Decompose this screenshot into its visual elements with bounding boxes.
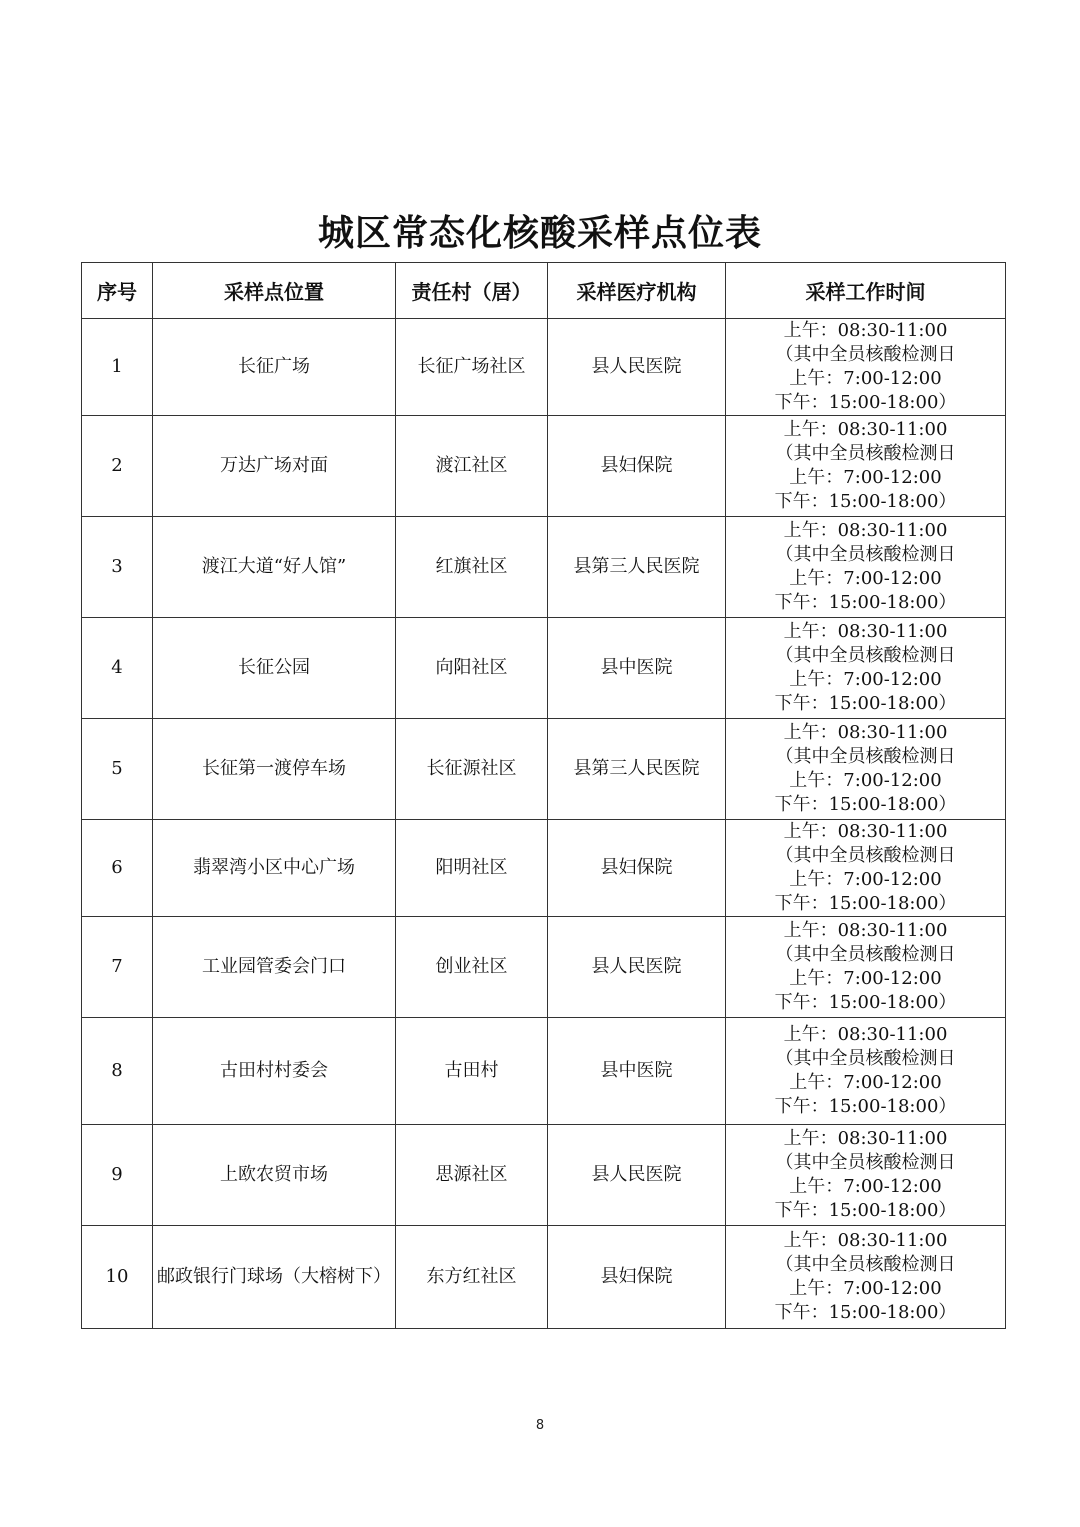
page-title: 城区常态化核酸采样点位表 [317, 213, 762, 254]
time-line: 上午：7:00-12:00 [789, 669, 942, 690]
institution-cell: 县第三人民医院 [548, 517, 726, 618]
seq-cell: 10 [82, 1226, 153, 1329]
time-cell [726, 917, 1006, 1018]
institution-cell: 县中医院 [548, 1018, 726, 1125]
seq-cell: 7 [82, 917, 153, 1018]
table-body [82, 319, 1006, 1329]
time-line: 上午：7:00-12:00 [789, 1176, 942, 1197]
time-line: 上午：08:30-11:00 [783, 621, 948, 642]
time-line: 上午：08:30-11:00 [783, 419, 948, 440]
village-cell: 红旗社区 [396, 517, 548, 618]
seq-cell: 5 [82, 719, 153, 820]
time-line: 上午：7:00-12:00 [789, 368, 942, 389]
time-line: 下午：15:00-18:00） [774, 392, 957, 413]
time-line: （其中全员核酸检测日 [775, 344, 956, 365]
time-line: 上午：7:00-12:00 [789, 869, 942, 890]
time-line: 下午：15:00-18:00） [774, 794, 957, 815]
time-line: 上午：7:00-12:00 [789, 968, 942, 989]
time-line: 上午：7:00-12:00 [789, 467, 942, 488]
table-row [82, 1125, 1006, 1226]
time-line: 下午：15:00-18:00） [774, 893, 957, 914]
table-row [82, 719, 1006, 820]
time-line: （其中全员核酸检测日 [775, 1254, 956, 1275]
location-cell: 邮政银行门球场（大榕树下） [153, 1226, 396, 1329]
time-cell [726, 517, 1006, 618]
page-number: 8 [535, 1418, 545, 1433]
institution-cell: 县妇保院 [548, 416, 726, 517]
village-cell: 长征源社区 [396, 719, 548, 820]
village-cell: 向阳社区 [396, 618, 548, 719]
location-cell: 长征第一渡停车场 [153, 719, 396, 820]
seq-cell: 2 [82, 416, 153, 517]
institution-cell: 县人民医院 [548, 917, 726, 1018]
header-institution: 采样医疗机构 [548, 263, 726, 319]
time-line: 上午：08:30-11:00 [783, 1128, 948, 1149]
seq-cell: 1 [82, 319, 153, 416]
table-row [82, 416, 1006, 517]
time-line: 上午：08:30-11:00 [783, 821, 948, 842]
location-cell: 翡翠湾小区中心广场 [153, 820, 396, 917]
table-row [82, 319, 1006, 416]
time-line: 下午：15:00-18:00） [774, 1200, 957, 1221]
location-cell: 万达广场对面 [153, 416, 396, 517]
table-row [82, 517, 1006, 618]
time-line: （其中全员核酸检测日 [775, 944, 956, 965]
location-cell: 渡江大道“好人馆” [153, 517, 396, 618]
table-header-row [82, 263, 1006, 319]
institution-cell: 县人民医院 [548, 1125, 726, 1226]
village-cell: 渡江社区 [396, 416, 548, 517]
time-line: 上午：08:30-11:00 [783, 722, 948, 743]
time-line: 上午：7:00-12:00 [789, 568, 942, 589]
time-line: 下午：15:00-18:00） [774, 592, 957, 613]
institution-cell: 县第三人民医院 [548, 719, 726, 820]
institution-cell: 县妇保院 [548, 1226, 726, 1329]
location-cell: 长征公园 [153, 618, 396, 719]
time-cell [726, 319, 1006, 416]
time-line: 下午：15:00-18:00） [774, 693, 957, 714]
village-cell: 东方红社区 [396, 1226, 548, 1329]
time-line: （其中全员核酸检测日 [775, 1048, 956, 1069]
time-line: （其中全员核酸检测日 [775, 845, 956, 866]
village-cell: 阳明社区 [396, 820, 548, 917]
time-line: （其中全员核酸检测日 [775, 1152, 956, 1173]
location-cell: 上欧农贸市场 [153, 1125, 396, 1226]
institution-cell: 县中医院 [548, 618, 726, 719]
time-line: 下午：15:00-18:00） [774, 1302, 957, 1323]
seq-cell: 6 [82, 820, 153, 917]
table-row [82, 1018, 1006, 1125]
time-cell [726, 1125, 1006, 1226]
time-line: 上午：7:00-12:00 [789, 1278, 942, 1299]
time-line: 上午：08:30-11:00 [783, 1230, 948, 1251]
seq-cell: 8 [82, 1018, 153, 1125]
time-line: 上午：7:00-12:00 [789, 770, 942, 791]
table-row [82, 820, 1006, 917]
time-line: 下午：15:00-18:00） [774, 1096, 957, 1117]
village-cell: 古田村 [396, 1018, 548, 1125]
time-cell [726, 416, 1006, 517]
header-village: 责任村（居） [396, 263, 548, 319]
time-cell [726, 1226, 1006, 1329]
time-cell [726, 1018, 1006, 1125]
village-cell: 思源社区 [396, 1125, 548, 1226]
sampling-sites-table [81, 262, 1006, 1329]
table-row [82, 917, 1006, 1018]
table-row [82, 618, 1006, 719]
time-line: 上午：08:30-11:00 [783, 920, 948, 941]
header-location: 采样点位置 [153, 263, 396, 319]
village-cell: 创业社区 [396, 917, 548, 1018]
time-cell [726, 719, 1006, 820]
time-cell [726, 618, 1006, 719]
village-cell: 长征广场社区 [396, 319, 548, 416]
time-line: 上午：08:30-11:00 [783, 320, 948, 341]
location-cell: 古田村村委会 [153, 1018, 396, 1125]
institution-cell: 县妇保院 [548, 820, 726, 917]
time-line: 上午：08:30-11:00 [783, 520, 948, 541]
time-line: 下午：15:00-18:00） [774, 491, 957, 512]
time-line: 上午：08:30-11:00 [783, 1024, 948, 1045]
time-line: （其中全员核酸检测日 [775, 645, 956, 666]
seq-cell: 4 [82, 618, 153, 719]
time-line: 下午：15:00-18:00） [774, 992, 957, 1013]
time-line: （其中全员核酸检测日 [775, 746, 956, 767]
time-line: 上午：7:00-12:00 [789, 1072, 942, 1093]
location-cell: 工业园管委会门口 [153, 917, 396, 1018]
header-time: 采样工作时间 [726, 263, 1006, 319]
table-row [82, 1226, 1006, 1329]
time-line: （其中全员核酸检测日 [775, 544, 956, 565]
seq-cell: 3 [82, 517, 153, 618]
time-line: （其中全员核酸检测日 [775, 443, 956, 464]
institution-cell: 县人民医院 [548, 319, 726, 416]
time-cell [726, 820, 1006, 917]
location-cell: 长征广场 [153, 319, 396, 416]
header-seq: 序号 [82, 263, 153, 319]
seq-cell: 9 [82, 1125, 153, 1226]
